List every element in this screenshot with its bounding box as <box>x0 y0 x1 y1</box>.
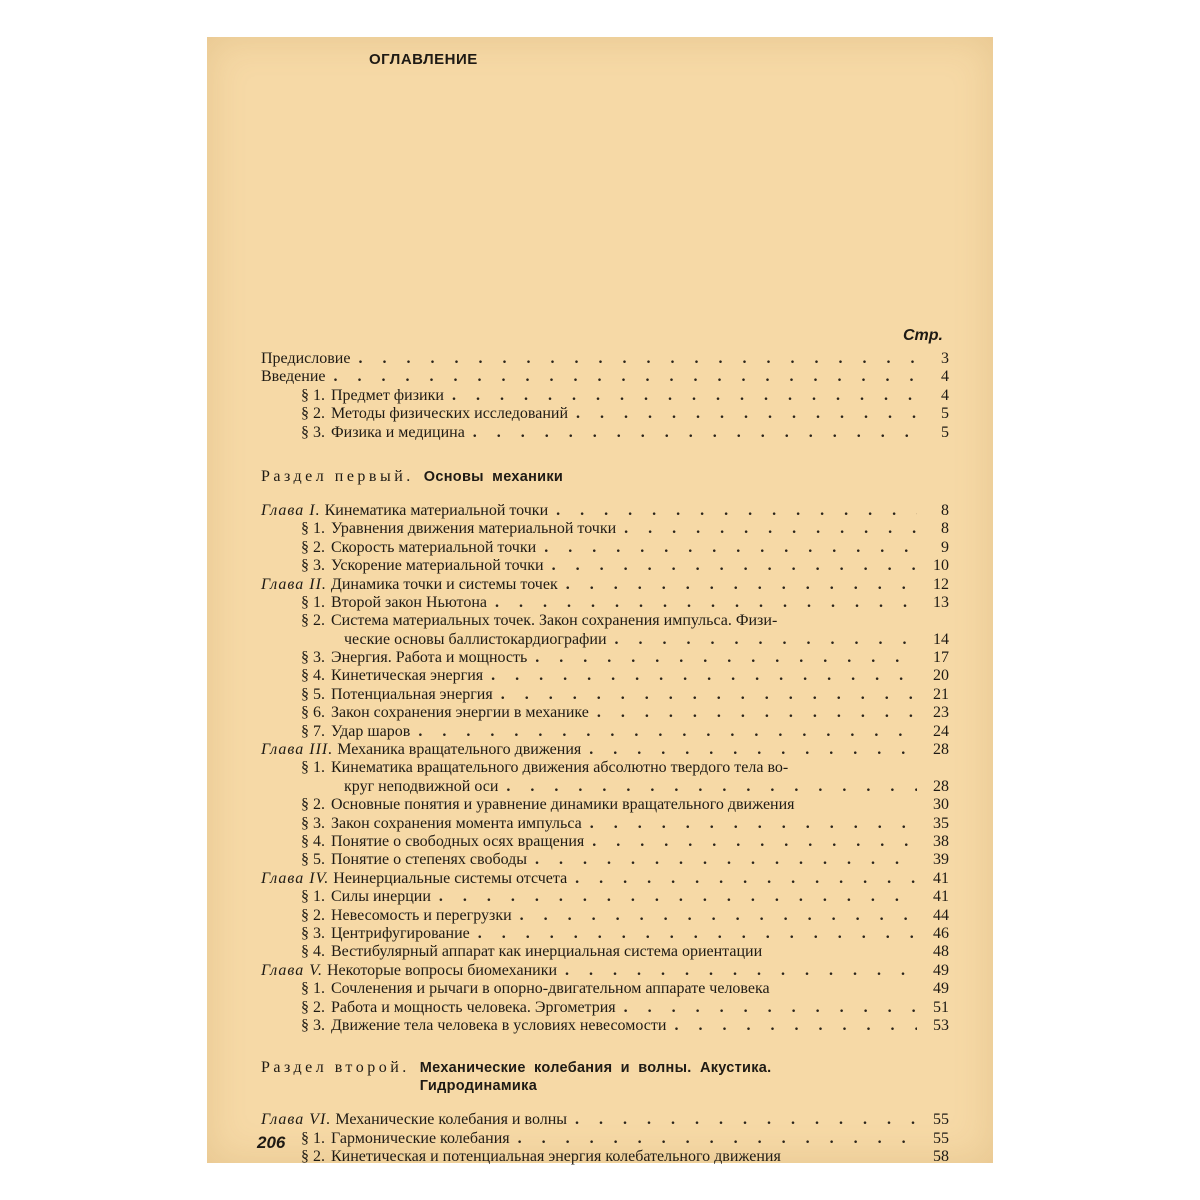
toc-entry-text <box>261 741 581 759</box>
page-ref: 5 <box>941 405 949 423</box>
entry-title: Предмет физики <box>331 386 444 404</box>
entry-title: Методы физических исследований <box>331 405 569 423</box>
entry-title: Вестибулярный аппарат как инерциальная система ориентации <box>331 943 763 961</box>
page-ref: 55 <box>933 1111 949 1129</box>
paragraph-number: § 3. <box>301 649 325 667</box>
toc-entry-text <box>301 925 470 943</box>
toc-entry-text <box>301 424 465 442</box>
page-ref: 8 <box>941 520 949 538</box>
entry-title: Ускорение материальной точки <box>331 557 544 575</box>
entry-title: Центрифугирование <box>331 924 470 942</box>
page-title: ОГЛАВЛЕНИЕ <box>369 51 478 68</box>
paragraph-number: § 6. <box>301 704 325 722</box>
toc-entry-text <box>301 557 544 575</box>
paragraph-number: § 5. <box>301 851 325 869</box>
chapter-label: Глава VI. <box>261 1111 332 1129</box>
page-ref: 41 <box>933 888 949 906</box>
toc-entry-text <box>344 631 607 649</box>
toc-entry <box>261 1017 949 1035</box>
page-ref: 5 <box>941 423 949 441</box>
dot-leader <box>576 405 917 423</box>
toc-entry-text <box>261 350 350 368</box>
toc-entry-text <box>301 907 512 925</box>
page-ref: 46 <box>933 924 949 942</box>
entry-title: Сочленения и рычаги в опорно-двигательном аппарате человека <box>331 980 770 998</box>
page-ref: 58 <box>933 1148 949 1166</box>
toc-entry <box>261 649 949 667</box>
paragraph-number: § 3. <box>301 423 325 441</box>
toc-entry-text <box>301 723 410 741</box>
entry-title: Механические колебания и волны <box>335 1111 568 1129</box>
dot-leader <box>544 539 917 557</box>
toc-entry <box>261 686 949 704</box>
entry-title: Движение тела человека в условиях невесомости <box>331 1016 667 1034</box>
toc-entry <box>261 999 949 1017</box>
chapter-label: Глава IV. <box>261 869 330 887</box>
dot-leader <box>473 424 917 442</box>
entry-title: Неинерциальные системы отсчета <box>333 869 568 887</box>
dot-leader <box>674 1017 917 1035</box>
dot-leader <box>491 667 917 685</box>
paragraph-number: § 1. <box>301 593 325 611</box>
entry-title: Невесомость и перегрузки <box>331 906 512 924</box>
page-ref: 48 <box>933 943 949 961</box>
entry-title: Кинетическая энергия <box>331 667 484 685</box>
toc-entry <box>261 520 949 538</box>
toc-entry <box>261 796 949 814</box>
paragraph-number: § 2. <box>301 796 325 814</box>
section-label: Раздел второй. <box>261 1059 410 1077</box>
chapter-label: Глава I. <box>261 501 321 519</box>
page-ref: 20 <box>933 667 949 685</box>
toc-entry-text <box>301 612 949 630</box>
toc-entry-text <box>301 943 925 961</box>
section-title <box>420 1059 772 1095</box>
dot-leader <box>589 741 917 759</box>
section-heading-part2 <box>261 1059 949 1095</box>
entry-title: Работа и мощность человека. Эргометрия <box>331 998 616 1016</box>
toc-entry <box>261 943 949 961</box>
dot-leader <box>624 999 917 1017</box>
toc-entry <box>261 631 949 649</box>
dot-leader <box>501 686 917 704</box>
paragraph-number: § 2. <box>301 998 325 1016</box>
toc-entry <box>261 778 949 796</box>
paragraph-number: § 2. <box>301 405 325 423</box>
toc-entry-text <box>301 1130 510 1148</box>
dot-leader <box>597 704 917 722</box>
table-of-contents <box>261 350 949 1166</box>
page-ref: 24 <box>933 722 949 740</box>
paragraph-number: § 4. <box>301 667 325 685</box>
toc-entry <box>261 350 949 368</box>
page-ref: 4 <box>941 386 949 404</box>
page-ref: 3 <box>941 350 949 367</box>
entry-title: Закон сохранения момента импульса <box>331 814 582 832</box>
entry-title: круг неподвижной оси <box>344 777 499 795</box>
toc-entry-text <box>261 502 548 520</box>
paragraph-number: § 3. <box>301 557 325 575</box>
page-column-label: Стр. <box>903 327 943 344</box>
chapter-label: Глава III. <box>261 741 334 759</box>
toc-entry-text <box>261 870 567 888</box>
toc-entry <box>261 815 949 833</box>
entry-title: Кинетическая и потенциальная энергия колебательного движения <box>331 1148 781 1166</box>
page-ref: 23 <box>933 704 949 722</box>
toc-intro <box>261 350 949 442</box>
toc-entry <box>261 741 949 759</box>
entry-title: Удар шаров <box>331 722 411 740</box>
entry-title: Предисловие <box>261 350 351 367</box>
toc-entry <box>261 870 949 888</box>
paragraph-number: § 2. <box>301 538 325 556</box>
toc-entry <box>261 962 949 980</box>
section-title: Основы механики <box>423 468 564 485</box>
toc-entry <box>261 723 949 741</box>
paragraph-number: § 1. <box>301 1129 325 1147</box>
toc-entry-text <box>301 833 584 851</box>
toc-entry-text <box>344 778 498 796</box>
dot-leader <box>439 888 917 906</box>
page-ref: 4 <box>941 368 949 386</box>
entry-title: Физика и медицина <box>331 423 465 441</box>
dot-leader <box>418 723 917 741</box>
toc-entry <box>261 576 949 594</box>
toc-entry <box>261 594 949 612</box>
paragraph-number: § 1. <box>301 980 325 998</box>
dot-leader <box>566 576 917 594</box>
dot-leader <box>452 387 917 405</box>
entry-title: Кинематика материальной точки <box>324 501 549 519</box>
toc-entry-text <box>261 576 558 594</box>
page-ref: 14 <box>933 630 949 648</box>
dot-leader <box>506 778 917 796</box>
toc-entry <box>261 1148 949 1166</box>
dot-leader <box>552 557 917 575</box>
entry-title: Некоторые вопросы биомеханики <box>326 961 558 979</box>
page-ref: 35 <box>933 814 949 832</box>
toc-part2 <box>261 1111 949 1166</box>
toc-entry-text <box>301 704 589 722</box>
page-ref: 51 <box>933 998 949 1016</box>
paragraph-number: § 1. <box>301 888 325 906</box>
entry-title: Основные понятия и уравнение динамики вращательного движения <box>331 796 795 814</box>
toc-entry <box>261 980 949 998</box>
toc-entry <box>261 405 949 423</box>
toc-entry <box>261 833 949 851</box>
toc-entry-text <box>301 1017 666 1035</box>
dot-leader <box>520 907 917 925</box>
toc-entry-text <box>301 667 483 685</box>
dot-leader <box>590 815 917 833</box>
toc-entry <box>261 759 949 777</box>
entry-title: ческие основы баллистокардиографии <box>344 630 607 648</box>
toc-entry-text <box>301 759 949 777</box>
page-ref: 13 <box>933 593 949 611</box>
chapter-label: Глава II. <box>261 575 327 593</box>
dot-leader <box>495 594 917 612</box>
dot-leader <box>592 833 917 851</box>
entry-title: Силы инерции <box>331 888 431 906</box>
toc-entry <box>261 1130 949 1148</box>
page-ref: 41 <box>933 869 949 887</box>
dot-leader <box>334 368 918 386</box>
page-ref: 28 <box>933 777 949 795</box>
dot-leader <box>565 962 917 980</box>
section-label: Раздел первый. <box>261 467 414 485</box>
toc-entry-text <box>301 815 582 833</box>
entry-title: Механика вращательного движения <box>337 741 582 759</box>
toc-entry <box>261 925 949 943</box>
toc-entry-text <box>301 539 536 557</box>
page-ref: 39 <box>933 851 949 869</box>
dot-leader <box>575 870 917 888</box>
page-ref: 55 <box>933 1129 949 1147</box>
toc-entry-text <box>301 405 568 423</box>
dot-leader <box>575 1111 917 1129</box>
entry-title: Закон сохранения энергии в механике <box>331 704 589 722</box>
dot-leader <box>624 520 917 538</box>
toc-entry-text <box>301 594 487 612</box>
toc-entry-text <box>301 888 431 906</box>
toc-entry <box>261 1111 949 1129</box>
toc-entry <box>261 557 949 575</box>
paragraph-number: § 1. <box>301 759 325 777</box>
page-ref: 17 <box>933 649 949 667</box>
toc-entry-text <box>301 796 925 814</box>
page-ref: 53 <box>933 1016 949 1034</box>
dot-leader <box>556 502 917 520</box>
section-title-line1: Механические колебания и волны. Акустика. <box>419 1060 772 1077</box>
toc-entry-text <box>261 1111 567 1129</box>
page-ref: 8 <box>941 501 949 519</box>
section-title-line2: Гидродинамика <box>419 1078 538 1095</box>
page-ref: 49 <box>933 961 949 979</box>
entry-title: Введение <box>261 368 326 386</box>
entry-title: Гармонические колебания <box>331 1129 510 1147</box>
paragraph-number: § 7. <box>301 722 325 740</box>
toc-entry <box>261 424 949 442</box>
dot-leader <box>535 851 917 869</box>
toc-entry-text <box>301 649 527 667</box>
paragraph-number: § 1. <box>301 386 325 404</box>
paragraph-number: § 3. <box>301 924 325 942</box>
toc-entry-text <box>261 962 557 980</box>
page-ref: 38 <box>933 832 949 850</box>
entry-title: Динамика точки и системы точек <box>330 575 558 593</box>
entry-title: Понятие о свободных осях вращения <box>331 832 585 850</box>
entry-title: Скорость материальной точки <box>331 538 537 556</box>
dot-leader <box>518 1130 917 1148</box>
entry-title: Система материальных точек. Закон сохранения импульса. Физи- <box>331 612 778 630</box>
paragraph-number: § 1. <box>301 520 325 538</box>
page-ref: 28 <box>933 741 949 759</box>
toc-entry <box>261 704 949 722</box>
dot-leader <box>615 631 917 649</box>
entry-title: Понятие о степенях свободы <box>331 851 528 869</box>
toc-entry-text <box>301 1148 925 1166</box>
toc-entry-text <box>301 851 527 869</box>
book-page <box>207 37 993 1166</box>
dot-leader <box>535 649 917 667</box>
toc-entry <box>261 667 949 685</box>
paragraph-number: § 2. <box>301 906 325 924</box>
page-ref: 30 <box>933 796 949 814</box>
toc-entry <box>261 387 949 405</box>
entry-title: Потенциальная энергия <box>331 685 493 703</box>
page-ref: 21 <box>933 685 949 703</box>
paragraph-number: § 4. <box>301 832 325 850</box>
paragraph-number: § 2. <box>301 1148 325 1166</box>
dot-leader <box>358 350 917 368</box>
entry-title: Энергия. Работа и мощность <box>331 649 528 667</box>
toc-entry-text <box>301 520 616 538</box>
toc-entry-text <box>301 686 493 704</box>
toc-entry-text <box>261 368 326 386</box>
toc-entry <box>261 502 949 520</box>
section-heading-part1 <box>261 468 949 486</box>
toc-entry <box>261 888 949 906</box>
entry-title: Уравнения движения материальной точки <box>331 520 617 538</box>
page-ref: 44 <box>933 906 949 924</box>
toc-entry <box>261 539 949 557</box>
page-ref: 9 <box>941 538 949 556</box>
paragraph-number: § 3. <box>301 814 325 832</box>
toc-entry <box>261 907 949 925</box>
toc-entry <box>261 612 949 630</box>
paragraph-number: § 2. <box>301 612 325 630</box>
dot-leader <box>478 925 917 943</box>
page-number: 206 <box>257 1133 286 1152</box>
entry-title: Кинематика вращательного движения абсолютно твердого тела во- <box>331 759 789 777</box>
toc-entry <box>261 851 949 869</box>
paragraph-number: § 4. <box>301 943 325 961</box>
page-ref: 49 <box>933 980 949 998</box>
toc-part1 <box>261 502 949 1035</box>
paragraph-number: § 5. <box>301 685 325 703</box>
toc-entry-text <box>301 999 616 1017</box>
paragraph-number: § 3. <box>301 1016 325 1034</box>
entry-title: Второй закон Ньютона <box>331 593 487 611</box>
toc-entry-text <box>301 387 444 405</box>
chapter-label: Глава V. <box>261 961 323 979</box>
toc-entry <box>261 368 949 386</box>
page-ref: 12 <box>933 575 949 593</box>
page-ref: 10 <box>933 557 949 575</box>
toc-entry-text <box>301 980 925 998</box>
